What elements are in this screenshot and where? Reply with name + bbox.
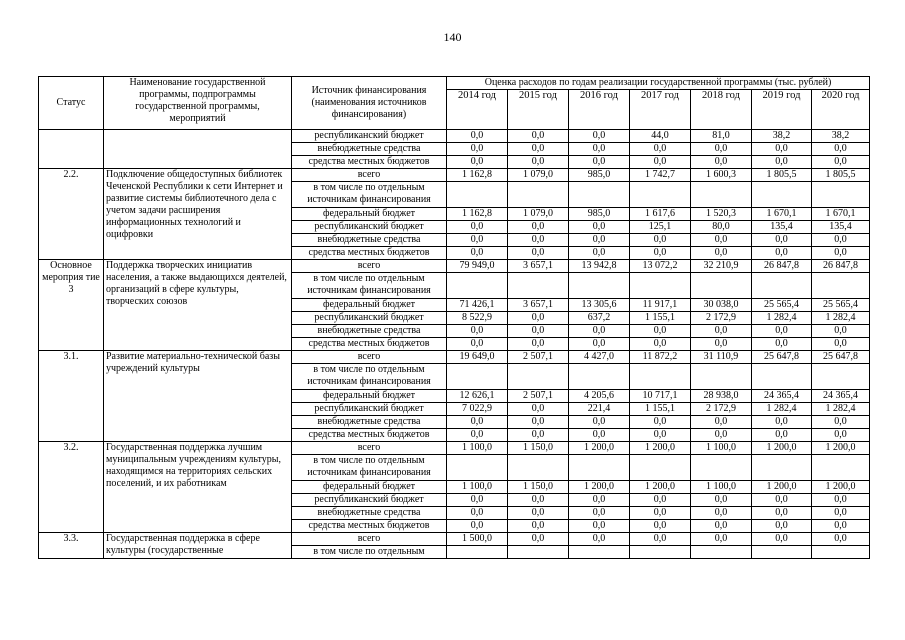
row-value <box>447 182 508 208</box>
row-value: 79 949,0 <box>447 260 508 273</box>
row-status <box>39 130 104 169</box>
row-value: 1 200,0 <box>630 481 691 494</box>
row-value: 0,0 <box>630 325 691 338</box>
row-value: 0,0 <box>630 143 691 156</box>
row-value: 0,0 <box>508 312 569 325</box>
row-value: 0,0 <box>569 143 630 156</box>
row-value: 0,0 <box>691 416 752 429</box>
row-value: 2 507,1 <box>508 390 569 403</box>
row-value: 1 200,0 <box>569 442 630 455</box>
row-source: федеральный бюджет <box>292 299 447 312</box>
row-value: 0,0 <box>569 156 630 169</box>
header-year: 2020 год <box>812 90 870 130</box>
row-value <box>630 455 691 481</box>
row-value: 0,0 <box>752 416 812 429</box>
row-value: 1 500,0 <box>447 533 508 546</box>
row-value: 0,0 <box>691 338 752 351</box>
row-source: республиканский бюджет <box>292 130 447 143</box>
header-year: 2018 год <box>691 90 752 130</box>
row-source: всего <box>292 260 447 273</box>
row-source: внебюджетные средства <box>292 234 447 247</box>
header-year: 2015 год <box>508 90 569 130</box>
row-source: республиканский бюджет <box>292 221 447 234</box>
row-status: Основное мероприя тие 3 <box>39 260 104 351</box>
row-value: 0,0 <box>691 533 752 546</box>
row-value <box>691 546 752 559</box>
row-value: 1 155,1 <box>630 312 691 325</box>
row-value <box>569 455 630 481</box>
row-value: 0,0 <box>447 338 508 351</box>
row-value: 1 200,0 <box>812 481 870 494</box>
row-value: 0,0 <box>569 429 630 442</box>
row-value <box>630 546 691 559</box>
row-value: 26 847,8 <box>812 260 870 273</box>
row-value: 0,0 <box>752 143 812 156</box>
row-name: Подключение общедоступных библиотек Чеченской Республики к сети Интернет и развитие системы библиотечного дела с учетом задачи расширения информационных технологий и оцифровки <box>104 169 292 260</box>
row-value <box>812 364 870 390</box>
row-value: 25 565,4 <box>812 299 870 312</box>
row-source: средства местных бюджетов <box>292 520 447 533</box>
header-year: 2019 год <box>752 90 812 130</box>
row-value <box>691 455 752 481</box>
row-value: 0,0 <box>752 325 812 338</box>
row-value: 0,0 <box>812 494 870 507</box>
row-source: в том числе по отдельным <box>292 546 447 559</box>
row-value: 1 162,8 <box>447 169 508 182</box>
row-value <box>447 455 508 481</box>
row-value: 1 200,0 <box>569 481 630 494</box>
row-value: 0,0 <box>447 247 508 260</box>
row-value: 0,0 <box>447 325 508 338</box>
row-value: 26 847,8 <box>752 260 812 273</box>
row-source: республиканский бюджет <box>292 312 447 325</box>
row-source: средства местных бюджетов <box>292 247 447 260</box>
row-value <box>752 455 812 481</box>
row-value: 0,0 <box>508 156 569 169</box>
row-value: 2 172,9 <box>691 312 752 325</box>
row-value: 0,0 <box>569 416 630 429</box>
row-value: 0,0 <box>508 403 569 416</box>
row-value <box>752 273 812 299</box>
row-value: 0,0 <box>691 234 752 247</box>
row-value: 0,0 <box>569 130 630 143</box>
row-value: 0,0 <box>630 338 691 351</box>
row-value: 0,0 <box>508 338 569 351</box>
row-value: 1 079,0 <box>508 169 569 182</box>
row-value: 31 110,9 <box>691 351 752 364</box>
row-value: 1 100,0 <box>691 442 752 455</box>
row-value: 0,0 <box>508 221 569 234</box>
header-year: 2016 год <box>569 90 630 130</box>
row-value: 1 617,6 <box>630 208 691 221</box>
row-value: 25 647,8 <box>752 351 812 364</box>
row-value: 0,0 <box>812 143 870 156</box>
row-value: 2 172,9 <box>691 403 752 416</box>
row-status: 3.3. <box>39 533 104 559</box>
row-value: 0,0 <box>508 130 569 143</box>
row-value <box>752 364 812 390</box>
row-value: 1 805,5 <box>752 169 812 182</box>
row-value <box>447 364 508 390</box>
row-value <box>447 273 508 299</box>
row-value <box>630 182 691 208</box>
row-value: 0,0 <box>752 156 812 169</box>
row-value: 0,0 <box>812 156 870 169</box>
row-value: 0,0 <box>630 247 691 260</box>
row-value: 0,0 <box>630 520 691 533</box>
row-value: 13 942,8 <box>569 260 630 273</box>
row-value <box>508 182 569 208</box>
row-source: федеральный бюджет <box>292 481 447 494</box>
row-value: 1 079,0 <box>508 208 569 221</box>
row-source: федеральный бюджет <box>292 208 447 221</box>
row-source: средства местных бюджетов <box>292 156 447 169</box>
row-value: 0,0 <box>691 494 752 507</box>
row-value: 38,2 <box>812 130 870 143</box>
table-row <box>39 260 870 273</box>
row-value: 11 917,1 <box>630 299 691 312</box>
row-value: 1 282,4 <box>812 312 870 325</box>
row-value: 1 742,7 <box>630 169 691 182</box>
row-value: 30 038,0 <box>691 299 752 312</box>
row-value: 0,0 <box>569 247 630 260</box>
header-year: 2014 год <box>447 90 508 130</box>
row-value: 0,0 <box>752 520 812 533</box>
row-value: 0,0 <box>752 234 812 247</box>
row-value: 0,0 <box>812 234 870 247</box>
row-value: 0,0 <box>447 429 508 442</box>
row-status: 3.1. <box>39 351 104 442</box>
row-value: 3 657,1 <box>508 260 569 273</box>
row-value: 0,0 <box>630 429 691 442</box>
row-value: 1 100,0 <box>691 481 752 494</box>
table-row <box>39 169 870 182</box>
row-value: 1 200,0 <box>630 442 691 455</box>
row-value: 0,0 <box>691 507 752 520</box>
row-value <box>508 546 569 559</box>
row-value: 0,0 <box>508 533 569 546</box>
row-value: 0,0 <box>691 143 752 156</box>
row-value: 0,0 <box>447 507 508 520</box>
row-value: 1 670,1 <box>752 208 812 221</box>
row-value: 0,0 <box>569 533 630 546</box>
row-value: 0,0 <box>447 221 508 234</box>
row-value: 0,0 <box>812 429 870 442</box>
row-value: 0,0 <box>812 416 870 429</box>
row-value: 0,0 <box>569 221 630 234</box>
row-name <box>104 130 292 169</box>
row-value: 1 282,4 <box>752 312 812 325</box>
row-value: 13 305,6 <box>569 299 630 312</box>
row-value: 0,0 <box>752 338 812 351</box>
row-value: 0,0 <box>812 338 870 351</box>
row-value <box>569 273 630 299</box>
row-source: средства местных бюджетов <box>292 338 447 351</box>
row-value: 0,0 <box>630 533 691 546</box>
row-value: 0,0 <box>447 520 508 533</box>
row-value <box>569 182 630 208</box>
row-value: 1 200,0 <box>812 442 870 455</box>
row-value: 0,0 <box>752 533 812 546</box>
row-value: 25 565,4 <box>752 299 812 312</box>
row-value: 7 022,9 <box>447 403 508 416</box>
row-value: 1 155,1 <box>630 403 691 416</box>
row-value: 1 100,0 <box>447 481 508 494</box>
row-status: 3.2. <box>39 442 104 533</box>
row-value: 0,0 <box>630 156 691 169</box>
row-value: 12 626,1 <box>447 390 508 403</box>
row-value: 4 205,6 <box>569 390 630 403</box>
row-value: 0,0 <box>447 494 508 507</box>
row-value: 0,0 <box>752 429 812 442</box>
row-value: 1 520,3 <box>691 208 752 221</box>
header-year: 2017 год <box>630 90 691 130</box>
row-status: 2.2. <box>39 169 104 260</box>
row-value: 0,0 <box>447 156 508 169</box>
row-value: 0,0 <box>508 507 569 520</box>
row-name: Поддержка творческих инициатив населения, а также выдающихся деятелей, организаций в сфере культуры, творческих союзов <box>104 260 292 351</box>
row-source: федеральный бюджет <box>292 390 447 403</box>
row-value: 24 365,4 <box>752 390 812 403</box>
row-value <box>569 546 630 559</box>
row-value <box>752 546 812 559</box>
row-value: 0,0 <box>447 234 508 247</box>
row-value: 0,0 <box>630 494 691 507</box>
row-source: республиканский бюджет <box>292 403 447 416</box>
row-value: 2 507,1 <box>508 351 569 364</box>
table-row <box>39 130 870 143</box>
row-value: 637,2 <box>569 312 630 325</box>
row-value: 1 805,5 <box>812 169 870 182</box>
row-value: 0,0 <box>691 247 752 260</box>
row-value: 0,0 <box>812 533 870 546</box>
row-value <box>508 273 569 299</box>
row-value: 0,0 <box>630 416 691 429</box>
row-source: республиканский бюджет <box>292 494 447 507</box>
row-value: 0,0 <box>752 507 812 520</box>
row-value: 38,2 <box>752 130 812 143</box>
table-row <box>39 533 870 546</box>
row-source: в том числе по отдельным источникам финансирования <box>292 273 447 299</box>
table-row <box>39 442 870 455</box>
row-value: 1 282,4 <box>752 403 812 416</box>
row-value <box>812 182 870 208</box>
row-value <box>630 364 691 390</box>
row-value: 221,4 <box>569 403 630 416</box>
row-value: 1 162,8 <box>447 208 508 221</box>
row-source: внебюджетные средства <box>292 325 447 338</box>
row-value: 81,0 <box>691 130 752 143</box>
row-value: 0,0 <box>508 494 569 507</box>
row-value: 25 647,8 <box>812 351 870 364</box>
row-value: 0,0 <box>447 143 508 156</box>
header-estimate: Оценка расходов по годам реализации государственной программы (тыс. рублей) <box>447 77 870 90</box>
row-value: 0,0 <box>508 325 569 338</box>
row-value: 0,0 <box>569 520 630 533</box>
expenditure-table <box>38 76 870 559</box>
row-value: 0,0 <box>569 338 630 351</box>
row-source: в том числе по отдельным источникам финансирования <box>292 182 447 208</box>
row-value: 1 200,0 <box>752 481 812 494</box>
row-source: всего <box>292 442 447 455</box>
header-status: Статус <box>39 77 104 130</box>
row-value: 0,0 <box>812 247 870 260</box>
row-value: 71 426,1 <box>447 299 508 312</box>
row-value: 0,0 <box>812 507 870 520</box>
row-value: 985,0 <box>569 208 630 221</box>
row-value: 13 072,2 <box>630 260 691 273</box>
row-value <box>812 455 870 481</box>
header-name: Наименование государственной программы, подпрограммы государственной программы, мероприятий <box>104 77 292 130</box>
row-value: 19 649,0 <box>447 351 508 364</box>
row-value: 0,0 <box>752 494 812 507</box>
header-source: Источник финансирования (наименования источников финансирования) <box>292 77 447 130</box>
row-value: 0,0 <box>508 416 569 429</box>
row-value: 0,0 <box>508 234 569 247</box>
row-value <box>630 273 691 299</box>
row-value: 0,0 <box>812 520 870 533</box>
row-value: 0,0 <box>569 494 630 507</box>
row-value: 0,0 <box>691 325 752 338</box>
row-value: 32 210,9 <box>691 260 752 273</box>
row-source: внебюджетные средства <box>292 507 447 520</box>
row-value <box>508 364 569 390</box>
row-source: внебюджетные средства <box>292 416 447 429</box>
row-value: 0,0 <box>752 247 812 260</box>
row-source: в том числе по отдельным источникам финансирования <box>292 364 447 390</box>
row-value: 0,0 <box>812 325 870 338</box>
row-source: в том числе по отдельным источникам финансирования <box>292 455 447 481</box>
row-value: 10 717,1 <box>630 390 691 403</box>
row-value: 0,0 <box>691 429 752 442</box>
row-value: 1 670,1 <box>812 208 870 221</box>
row-value: 0,0 <box>508 429 569 442</box>
row-value: 3 657,1 <box>508 299 569 312</box>
row-name: Государственная поддержка лучшим муниципальным учреждениям культуры, находящимся на территориях сельских поселений, и их работникам <box>104 442 292 533</box>
row-source: всего <box>292 169 447 182</box>
row-source: всего <box>292 351 447 364</box>
row-value: 985,0 <box>569 169 630 182</box>
page-number: 140 <box>443 30 462 44</box>
row-value: 0,0 <box>447 416 508 429</box>
row-value: 1 282,4 <box>812 403 870 416</box>
row-value: 1 200,0 <box>752 442 812 455</box>
row-value: 0,0 <box>691 520 752 533</box>
row-value: 0,0 <box>447 130 508 143</box>
row-value: 0,0 <box>508 520 569 533</box>
row-value: 1 150,0 <box>508 481 569 494</box>
row-source: внебюджетные средства <box>292 143 447 156</box>
row-value <box>752 182 812 208</box>
row-value <box>508 455 569 481</box>
row-value: 135,4 <box>812 221 870 234</box>
row-value <box>447 546 508 559</box>
row-value: 80,0 <box>691 221 752 234</box>
row-value: 0,0 <box>569 325 630 338</box>
row-name: Развитие материально-технической базы учреждений культуры <box>104 351 292 442</box>
row-value <box>691 182 752 208</box>
table-row <box>39 351 870 364</box>
row-value: 125,1 <box>630 221 691 234</box>
row-value <box>812 273 870 299</box>
row-value: 4 427,0 <box>569 351 630 364</box>
row-value: 1 150,0 <box>508 442 569 455</box>
row-value: 11 872,2 <box>630 351 691 364</box>
row-value <box>569 364 630 390</box>
row-name: Государственная поддержка в сфере культуры (государственные <box>104 533 292 559</box>
row-source: средства местных бюджетов <box>292 429 447 442</box>
row-value: 0,0 <box>691 156 752 169</box>
row-value: 8 522,9 <box>447 312 508 325</box>
row-value: 0,0 <box>508 143 569 156</box>
row-value: 1 600,3 <box>691 169 752 182</box>
row-value <box>691 273 752 299</box>
row-value: 1 100,0 <box>447 442 508 455</box>
row-value <box>691 364 752 390</box>
row-source: всего <box>292 533 447 546</box>
row-value: 0,0 <box>630 507 691 520</box>
row-value: 24 365,4 <box>812 390 870 403</box>
row-value: 0,0 <box>569 507 630 520</box>
row-value: 0,0 <box>630 234 691 247</box>
row-value: 28 938,0 <box>691 390 752 403</box>
row-value: 0,0 <box>569 234 630 247</box>
row-value: 135,4 <box>752 221 812 234</box>
row-value: 0,0 <box>508 247 569 260</box>
row-value <box>812 546 870 559</box>
row-value: 44,0 <box>630 130 691 143</box>
